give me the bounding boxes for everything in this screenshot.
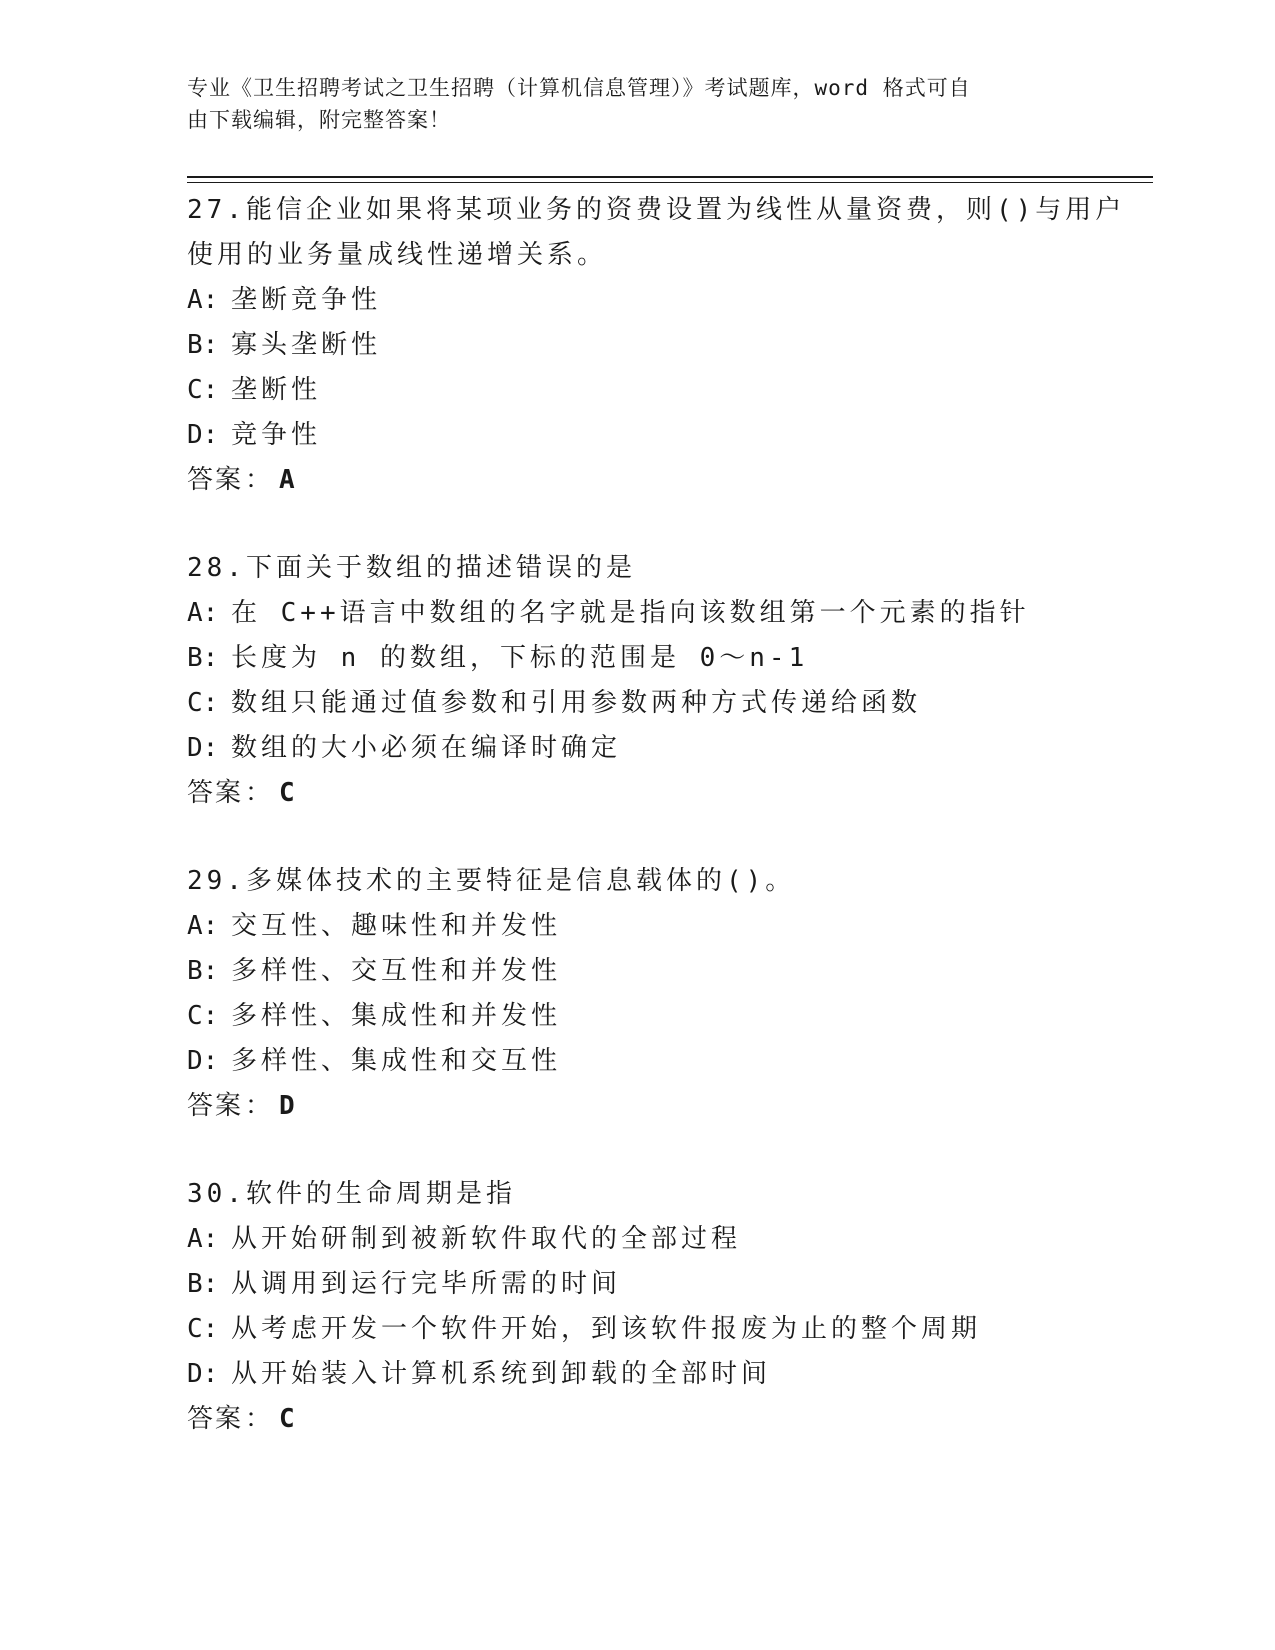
- answer-separator: ：: [245, 1404, 272, 1434]
- answer-value: D: [279, 1091, 295, 1121]
- header-divider-thick: [187, 176, 1153, 178]
- answer-value: A: [279, 465, 295, 495]
- question-stem: 30.软件的生命周期是指: [187, 1179, 516, 1209]
- option-c: [187, 368, 1147, 413]
- question-stem-continued: 使用的业务量成线性递增关系。: [187, 240, 608, 270]
- option-a: [187, 1217, 1147, 1262]
- question-27: [187, 188, 1147, 503]
- option-letter: C:: [187, 375, 219, 405]
- question-stem: 28.下面关于数组的描述错误的是: [187, 553, 636, 583]
- option-a: [187, 278, 1147, 323]
- option-text: 多样性、集成性和交互性: [231, 1046, 562, 1076]
- answer-label: 答案: [187, 778, 244, 808]
- option-text: 垄断性: [231, 375, 322, 405]
- option-a: [187, 591, 1147, 636]
- option-letter: A:: [187, 285, 219, 315]
- document-header: [187, 72, 1067, 136]
- option-d: [187, 1352, 1147, 1397]
- header-line-2: 由下载编辑，附完整答案！: [187, 108, 451, 132]
- answer-label: 答案: [187, 1404, 244, 1434]
- question-29: [187, 859, 1147, 1129]
- question-list: [187, 188, 1147, 1485]
- option-b: [187, 323, 1147, 368]
- option-letter: A:: [187, 1224, 219, 1254]
- option-text: 从开始研制到被新软件取代的全部过程: [231, 1224, 742, 1254]
- option-b: [187, 1262, 1147, 1307]
- answer-separator: ：: [245, 1091, 272, 1121]
- option-text: 数组只能通过值参数和引用参数两种方式传递给函数: [231, 688, 922, 718]
- question-stem: 27.能信企业如果将某项业务的资费设置为线性从量资费，则()与用户: [187, 195, 1126, 225]
- option-letter: D:: [187, 733, 219, 763]
- header-divider-thin: [187, 182, 1153, 183]
- option-text: 从开始装入计算机系统到卸载的全部时间: [231, 1359, 772, 1389]
- option-text: 交互性、趣味性和并发性: [231, 911, 562, 941]
- question-28: [187, 546, 1147, 816]
- question-stem: 29.多媒体技术的主要特征是信息载体的()。: [187, 866, 796, 896]
- option-text: 垄断竞争性: [231, 285, 382, 315]
- option-letter: B:: [187, 1269, 219, 1299]
- option-a: [187, 904, 1147, 949]
- answer-line: [187, 1397, 1147, 1442]
- option-letter: A:: [187, 911, 219, 941]
- answer-line: [187, 771, 1147, 816]
- answer-label: 答案: [187, 465, 244, 495]
- question-30: [187, 1172, 1147, 1442]
- option-b: [187, 949, 1147, 994]
- option-c: [187, 1307, 1147, 1352]
- option-c: [187, 681, 1147, 726]
- option-letter: C:: [187, 688, 219, 718]
- answer-separator: ：: [245, 778, 272, 808]
- option-letter: B:: [187, 643, 219, 673]
- option-text: 从考虑开发一个软件开始，到该软件报废为止的整个周期: [231, 1314, 982, 1344]
- option-c: [187, 994, 1147, 1039]
- option-d: [187, 726, 1147, 771]
- option-letter: C:: [187, 1001, 219, 1031]
- answer-value: C: [279, 1404, 295, 1434]
- option-b: [187, 636, 1147, 681]
- option-letter: C:: [187, 1314, 219, 1344]
- header-line-1: 专业《卫生招聘考试之卫生招聘（计算机信息管理）》考试题库，word 格式可自: [187, 76, 971, 100]
- option-text: 从调用到运行完毕所需的时间: [231, 1269, 622, 1299]
- option-letter: B:: [187, 330, 219, 360]
- answer-line: [187, 458, 1147, 503]
- option-text: 长度为 n 的数组，下标的范围是 0～n-1: [231, 643, 809, 673]
- answer-label: 答案: [187, 1091, 244, 1121]
- option-letter: A:: [187, 598, 219, 628]
- option-text: 在 C++语言中数组的名字就是指向该数组第一个元素的指针: [231, 598, 1030, 628]
- option-text: 多样性、集成性和并发性: [231, 1001, 562, 1031]
- answer-line: [187, 1084, 1147, 1129]
- option-letter: D:: [187, 1359, 219, 1389]
- answer-separator: ：: [245, 465, 272, 495]
- option-text: 数组的大小必须在编译时确定: [231, 733, 622, 763]
- option-letter: D:: [187, 420, 219, 450]
- option-text: 多样性、交互性和并发性: [231, 956, 562, 986]
- answer-value: C: [279, 778, 295, 808]
- option-d: [187, 413, 1147, 458]
- option-text: 寡头垄断性: [231, 330, 382, 360]
- option-d: [187, 1039, 1147, 1084]
- option-letter: D:: [187, 1046, 219, 1076]
- option-text: 竞争性: [231, 420, 322, 450]
- option-letter: B:: [187, 956, 219, 986]
